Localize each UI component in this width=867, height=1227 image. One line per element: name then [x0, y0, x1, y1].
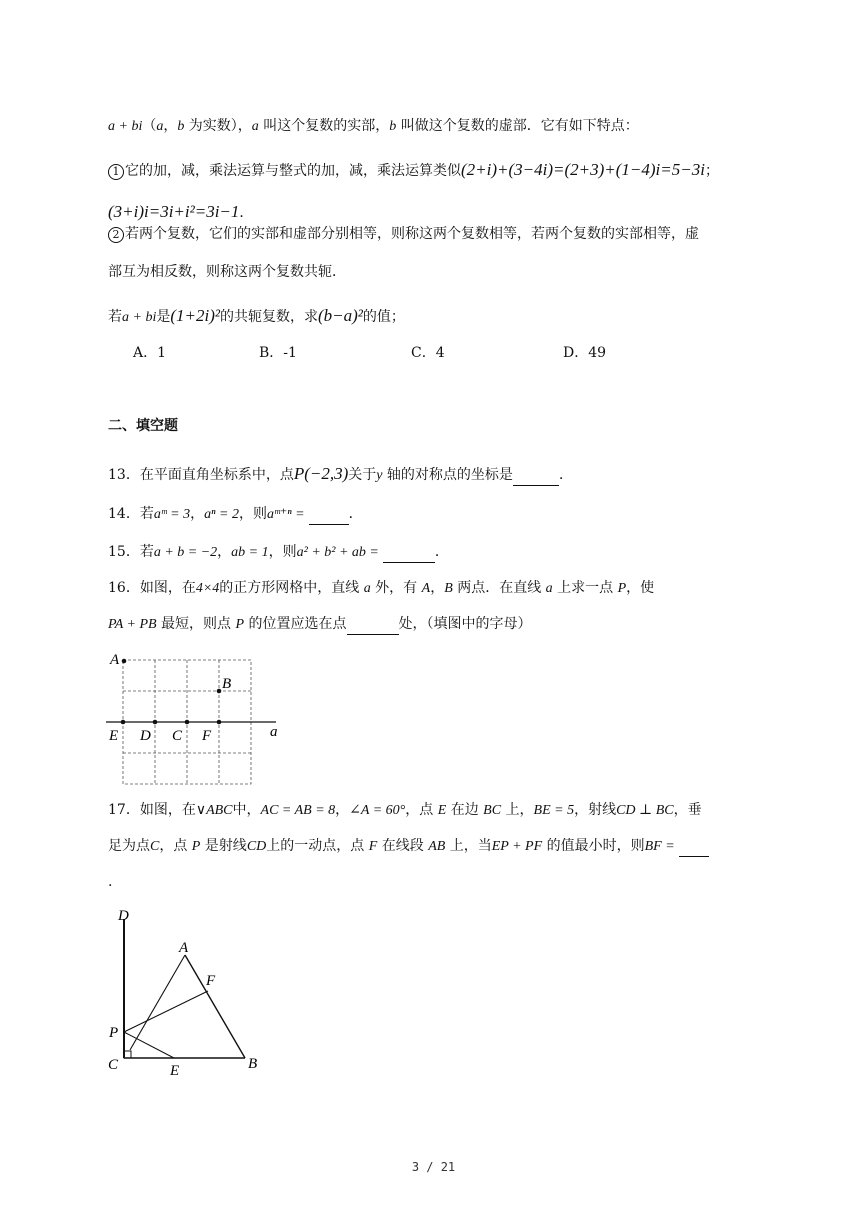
- formula: a + b = −2: [153, 545, 218, 560]
- var-B: B: [444, 581, 453, 596]
- label-D: D: [118, 908, 129, 924]
- formula: BE = 5: [533, 803, 575, 818]
- var-a: a: [156, 119, 164, 134]
- period: .: [108, 874, 113, 890]
- question-text: 上的一动点，点: [266, 838, 369, 854]
- var-BC: BC: [483, 803, 502, 818]
- question-text: ，则: [238, 506, 267, 522]
- formula: EP + PF: [491, 839, 543, 854]
- question-text: 足为点: [108, 838, 150, 854]
- var-a: a: [545, 581, 553, 596]
- intro-text: 叫这个复数的实部，: [258, 118, 390, 134]
- period: ．: [239, 205, 254, 221]
- period: ．: [434, 544, 449, 560]
- label-line-a: a: [270, 724, 278, 740]
- question-17: [108, 800, 702, 821]
- formula: aᵐ = 3: [153, 507, 191, 522]
- var-P: P: [235, 617, 245, 632]
- formula-addition: (2+i)+(3−4i)=(2+3)+(1−4)i=5−3i: [461, 160, 705, 179]
- answer-blank[interactable]: [513, 471, 559, 486]
- intro-text: 为实数），: [184, 118, 252, 134]
- formula: ∠A = 60°: [349, 803, 406, 818]
- question-text: 如图，在: [139, 580, 196, 596]
- formula-a-plus-bi: a + bi: [108, 119, 143, 134]
- question-text: 在平面直角坐标系中，点: [139, 467, 294, 483]
- var-E: E: [437, 803, 447, 818]
- point-2: [108, 224, 699, 244]
- question-number: 13．: [108, 467, 140, 483]
- intro-text: ，: [163, 118, 178, 134]
- separator: ；: [704, 163, 719, 179]
- var-A: A: [421, 581, 431, 596]
- segment-AB: [185, 955, 245, 1058]
- question-text: ，: [190, 506, 205, 522]
- question-text: ，: [217, 544, 232, 560]
- circled-number-1: 1: [108, 164, 124, 180]
- var-CD: CD: [246, 839, 267, 854]
- point-2-text: 部互为相反数，则称这两个复数共轭．: [108, 264, 346, 280]
- question-text: ，则: [268, 544, 297, 560]
- var-P: P: [191, 839, 201, 854]
- question-text: 的值；: [362, 309, 405, 325]
- question-text: ，: [430, 580, 445, 596]
- question-text: 中，: [232, 802, 261, 818]
- question-17-continued: [108, 836, 709, 857]
- formula: (1+2i)²: [170, 306, 220, 325]
- label-A: A: [179, 940, 189, 956]
- question-text: 处，（填图中的字母）: [398, 616, 532, 632]
- var-P: P: [617, 581, 627, 596]
- point-1-text: 它的加，减，乘法运算与整式的加，减，乘法运算类似: [125, 163, 461, 179]
- var-y: y: [376, 468, 383, 483]
- var-a: a: [363, 581, 371, 596]
- question-text: 最短，则点: [156, 616, 236, 632]
- question-text: 外，有: [370, 580, 422, 596]
- answer-blank[interactable]: [347, 620, 399, 635]
- question-text: 关于: [348, 467, 377, 483]
- question-text: 是射线: [200, 838, 247, 854]
- question-text: 轴的对称点的坐标是: [382, 467, 513, 483]
- label-F: F: [202, 728, 212, 744]
- question-text: 在线段: [377, 838, 429, 854]
- label-P: P: [109, 1025, 119, 1041]
- options-row: [0, 343, 867, 363]
- question-15: [108, 542, 449, 563]
- var-AB: AB: [428, 839, 446, 854]
- grid-figure: [104, 650, 284, 790]
- var-b: b: [389, 119, 397, 134]
- label-C: C: [108, 1057, 119, 1073]
- label-B: B: [222, 676, 232, 692]
- question-12: [108, 306, 405, 328]
- question-text: 是: [156, 309, 171, 325]
- option-b[interactable]: B．-1: [259, 345, 297, 361]
- formula: AC = AB = 8: [260, 803, 336, 818]
- question-text: 如图，在: [139, 802, 196, 818]
- question-number: 16．: [108, 580, 140, 596]
- question-text: ，点: [405, 802, 438, 818]
- point-C: [185, 720, 190, 725]
- question-text: 若: [108, 309, 122, 325]
- section-title: 二、填空题: [108, 418, 178, 434]
- formula-multiplication: (3+i)i=3i+i²=3i−1: [108, 202, 240, 221]
- intro-text: 叫做这个复数的虚部．它有如下特点：: [396, 118, 639, 134]
- question-14: [108, 504, 363, 525]
- intro-text: （: [142, 118, 157, 134]
- question-16-continued: [108, 614, 532, 635]
- point-2-text: 若两个复数，它们的实部和虚部分别相等，则称这两个复数相等，若两个复数的实部相等，虚: [125, 226, 699, 242]
- formula: (b−a)²: [317, 306, 363, 325]
- question-text: ，使: [626, 580, 655, 596]
- point-B: [217, 689, 222, 694]
- label-D: D: [140, 728, 151, 744]
- right-angle-mark: [124, 1051, 131, 1058]
- var-F: F: [368, 839, 378, 854]
- question-number: 17．: [108, 802, 140, 818]
- question-number: 14．: [108, 506, 140, 522]
- intro-line: [108, 116, 639, 137]
- formula: aᵐ⁺ⁿ =: [266, 507, 305, 522]
- formula: 4×4: [195, 581, 220, 596]
- question-number: 15．: [108, 544, 140, 560]
- question-text: 的位置应选在点: [244, 616, 347, 632]
- question-text: 若: [139, 506, 154, 522]
- segment-PF: [124, 991, 208, 1032]
- answer-blank[interactable]: [309, 510, 349, 525]
- period: ．: [558, 467, 573, 483]
- question-text: 的值最小时，则: [542, 838, 645, 854]
- answer-blank[interactable]: [383, 548, 435, 563]
- question-text: ，射线: [574, 802, 617, 818]
- period: ．: [348, 506, 363, 522]
- point-E: [121, 720, 126, 725]
- formula: BF =: [644, 839, 675, 854]
- formula: aⁿ = 2: [204, 507, 239, 522]
- segment-AC: [130, 955, 185, 1050]
- answer-blank[interactable]: [679, 842, 709, 857]
- question-text: 上求一点: [552, 580, 618, 596]
- page-number: 3 / 21: [411, 1160, 456, 1174]
- question-text: 的正方形网格中，直线: [219, 580, 364, 596]
- question-text: ，: [335, 802, 350, 818]
- point-1-continued: [108, 202, 253, 223]
- formula: a + bi: [122, 310, 157, 325]
- question-17-end: [108, 872, 112, 892]
- formula: a² + b² + ab =: [296, 545, 379, 560]
- question-text: 的共轭复数，求: [219, 309, 318, 325]
- question-text: 上，当: [445, 838, 492, 854]
- point-A: [122, 659, 127, 664]
- option-a[interactable]: A．1: [133, 345, 167, 361]
- question-text: ，垂: [673, 802, 702, 818]
- label-E: E: [170, 1063, 180, 1079]
- option-c[interactable]: C．4: [411, 345, 445, 361]
- formula: ab = 1: [231, 545, 269, 560]
- point-2-continued: [108, 262, 346, 282]
- formula: PA + PB: [108, 617, 157, 632]
- label-E: E: [109, 728, 119, 744]
- label-F: F: [206, 973, 216, 989]
- question-text: 上，: [501, 802, 534, 818]
- label-C: C: [172, 728, 183, 744]
- var-a: a: [251, 119, 259, 134]
- question-16: [108, 578, 654, 599]
- option-d[interactable]: D．49: [563, 345, 607, 361]
- triangle-figure: [104, 905, 274, 1080]
- formula: ∨ABC: [195, 803, 233, 818]
- point-F: [217, 720, 222, 725]
- point-D: [153, 720, 158, 725]
- question-text: 若: [139, 544, 154, 560]
- question-text: 两点．在直线: [452, 580, 546, 596]
- label-A: A: [110, 652, 120, 668]
- var-C: C: [150, 839, 160, 854]
- circled-number-2: 2: [108, 227, 124, 243]
- formula: CD ⊥ BC: [616, 803, 674, 818]
- var-b: b: [177, 119, 185, 134]
- point-1: [108, 160, 719, 181]
- question-text: ，点: [159, 838, 192, 854]
- question-13: [108, 464, 573, 486]
- question-text: 在边: [446, 802, 484, 818]
- formula: P(−2,3): [293, 464, 349, 483]
- label-B: B: [248, 1056, 258, 1072]
